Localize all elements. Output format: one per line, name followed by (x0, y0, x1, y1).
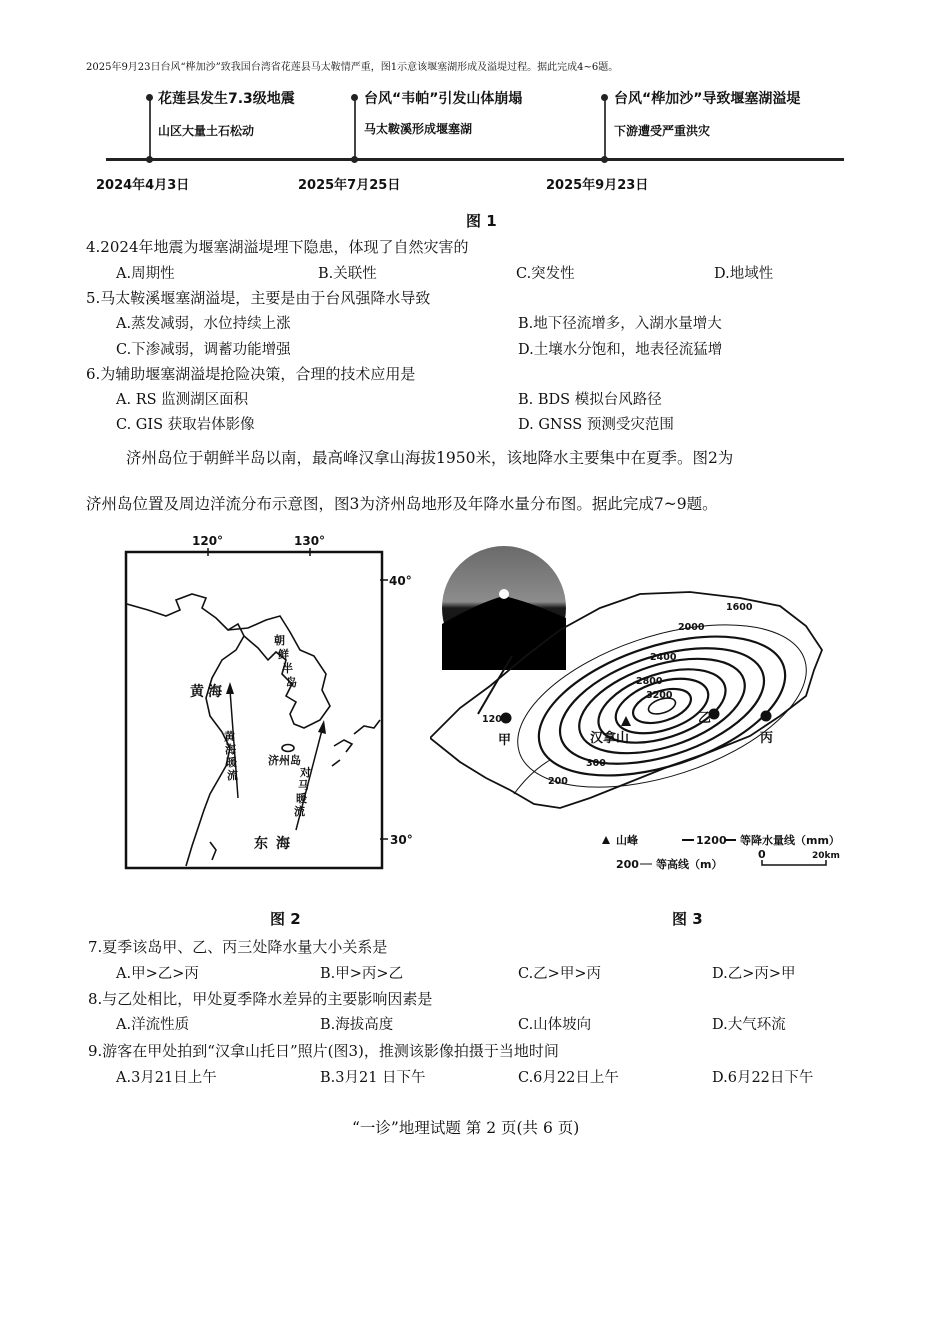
q8-option-a[interactable]: A.洋流性质 (116, 1017, 190, 1033)
timeline-dot (351, 94, 358, 101)
place-bing: 丙 (760, 731, 774, 746)
q7-option-c[interactable]: C.乙>甲>丙 (518, 966, 601, 982)
timeline-tick (149, 100, 151, 162)
page-footer: “一诊”地理试题 第 2 页(共 6 页) (352, 1119, 580, 1137)
scale-zero: 0 (758, 848, 766, 861)
q6-option-a[interactable]: A. RS 监测湖区面积 (116, 392, 249, 408)
jeju-island-label: 济州岛 (268, 754, 301, 767)
q5-option-d[interactable]: D.土壤水分饱和，地表径流猛增 (518, 342, 723, 358)
sea-label: 海 (276, 836, 290, 852)
legend-contour: 等高线（m） (656, 858, 723, 871)
question-4-stem: 4.2024年地震为堰塞湖溢堤埋下隐患，体现了自然灾害的 (86, 238, 469, 256)
event-date: 2025年9月23日 (546, 178, 649, 193)
peak-icon (621, 716, 631, 726)
q6-option-c[interactable]: C. GIS 获取岩体影像 (116, 417, 255, 433)
isohyet-label: 2800 (636, 676, 663, 687)
contour-label: 300 (586, 758, 606, 769)
q9-option-a[interactable]: A.3月21日上午 (116, 1070, 217, 1086)
sea-label: 海 (208, 684, 222, 700)
timeline-tick (354, 100, 356, 162)
figure-1-caption: 图 1 (466, 212, 497, 230)
q4-option-a[interactable]: A.周期性 (116, 266, 175, 282)
timeline-dot (351, 156, 358, 163)
current-label: 海 (225, 743, 236, 756)
timeline-dot (601, 94, 608, 101)
q7-option-a[interactable]: A.甲>乙>丙 (116, 966, 199, 982)
q8-option-d[interactable]: D.大气环流 (712, 1017, 786, 1033)
current-label: 黄 (224, 730, 235, 743)
question-5-stem: 5.马太鞍溪堰塞湖溢堤，主要是由于台风强降水导致 (86, 289, 431, 307)
event-subtitle: 下游遭受严重洪灾 (614, 124, 711, 138)
q7-option-d[interactable]: D.乙>丙>甲 (712, 966, 796, 982)
event-title: 台风“桦加沙”导致堰塞湖溢堤 (614, 91, 801, 107)
lat-label-40: 40° (389, 574, 412, 588)
lat-label-30: 30° (390, 833, 413, 847)
q4-option-d[interactable]: D.地域性 (714, 266, 774, 282)
sea-label: 东 (254, 836, 268, 852)
figure-2-map (118, 528, 418, 880)
place-jia: 甲 (498, 733, 512, 748)
current-label: 暖 (226, 756, 237, 769)
peak-name: 汉拿山 (590, 731, 630, 746)
jeju-island-shape (282, 745, 294, 752)
current-label: 暖 (296, 792, 307, 805)
legend-isohyet-value: 1200 (696, 834, 727, 847)
isohyet-label: 3200 (646, 690, 673, 701)
place-yi: 乙 (698, 711, 712, 726)
peninsula-label: 半 (282, 662, 293, 675)
passage-line-1: 济州岛位于朝鲜半岛以南，最高峰汉拿山海拔1950米，该地降水主要集中在夏季。图2为 (126, 449, 734, 467)
q9-option-d[interactable]: D.6月22日下午 (712, 1070, 814, 1086)
figure-3-caption: 图 3 (672, 910, 703, 928)
q4-option-b[interactable]: B.关联性 (318, 266, 377, 282)
peninsula-label: 岛 (286, 676, 297, 689)
timeline-dot (601, 156, 608, 163)
intro-text: 2025年9月23日台风“桦加沙”致我国台湾省花莲县马太鞍情严重，图1示意该堰塞湖形成及溢堤过程。据此完成4~6题。 (86, 62, 619, 73)
peninsula-label: 鲜 (278, 648, 289, 661)
event-title: 花莲县发生7.3级地震 (158, 91, 295, 107)
isohyet-label: 1200 (482, 714, 509, 725)
current-label: 马 (298, 779, 309, 792)
legend-peak: 山峰 (616, 834, 638, 847)
q7-option-b[interactable]: B.甲>丙>乙 (320, 966, 404, 982)
isohyet-label: 2000 (678, 622, 705, 633)
q5-option-c[interactable]: C.下渗减弱，调蓄功能增强 (116, 342, 291, 358)
question-7-stem: 7.夏季该岛甲、乙、丙三处降水量大小关系是 (88, 938, 388, 956)
event-date: 2025年7月25日 (298, 178, 401, 193)
sun-icon (499, 589, 509, 599)
legend-contour-value: 200 (616, 858, 639, 871)
scale-end: 20km (812, 851, 840, 861)
q8-option-c[interactable]: C.山体坡向 (518, 1017, 592, 1033)
q5-option-a[interactable]: A.蒸发减弱，水位持续上涨 (116, 316, 291, 332)
legend-peak-icon (602, 836, 610, 844)
q9-option-b[interactable]: B.3月21 日下午 (320, 1070, 426, 1086)
timeline-axis (106, 158, 844, 161)
q9-option-c[interactable]: C.6月22日上午 (518, 1070, 619, 1086)
isohyet-label: 1600 (726, 602, 753, 613)
timeline-dot (146, 94, 153, 101)
q5-option-b[interactable]: B.地下径流增多，入湖水量增大 (518, 316, 722, 332)
question-9-stem: 9.游客在甲处拍到“汉拿山托日”照片(图3)，推测该影像拍摄于当地时间 (88, 1042, 559, 1060)
peninsula-label: 朝 (274, 634, 285, 647)
q6-option-b[interactable]: B. BDS 模拟台风路径 (518, 392, 662, 408)
event-subtitle: 马太鞍溪形成堰塞湖 (364, 122, 473, 136)
contour-label: 200 (548, 776, 568, 787)
q8-option-b[interactable]: B.海拔高度 (320, 1017, 394, 1033)
timeline-tick (604, 100, 606, 162)
q6-option-d[interactable]: D. GNSS 预测受灾范围 (518, 417, 674, 433)
event-subtitle: 山区大量土石松动 (158, 124, 255, 138)
isohyet-label: 2400 (650, 652, 677, 663)
current-label: 对 (300, 766, 311, 779)
question-6-stem: 6.为辅助堰塞湖溢堤抢险决策，合理的技术应用是 (86, 365, 416, 383)
sea-label: 黄 (190, 684, 204, 700)
current-label: 流 (227, 769, 238, 782)
event-title: 台风“韦帕”引发山体崩塌 (364, 91, 523, 107)
figure-3-map (430, 546, 842, 872)
timeline-dot (146, 156, 153, 163)
current-label: 流 (294, 805, 305, 818)
point-bing (761, 711, 772, 722)
event-date: 2024年4月3日 (96, 178, 190, 193)
lon-label-120: 120° (192, 534, 224, 548)
map-frame (126, 552, 382, 868)
q4-option-c[interactable]: C.突发性 (516, 266, 575, 282)
question-8-stem: 8.与乙处相比，甲处夏季降水差异的主要影响因素是 (88, 990, 433, 1008)
legend-isohyet: 等降水量线（mm） (740, 834, 840, 847)
passage-line-2: 济州岛位置及周边洋流分布示意图，图3为济州岛地形及年降水量分布图。据此完成7~9题。 (86, 495, 718, 513)
figure-2-caption: 图 2 (270, 910, 301, 928)
lon-label-130: 130° (294, 534, 326, 548)
